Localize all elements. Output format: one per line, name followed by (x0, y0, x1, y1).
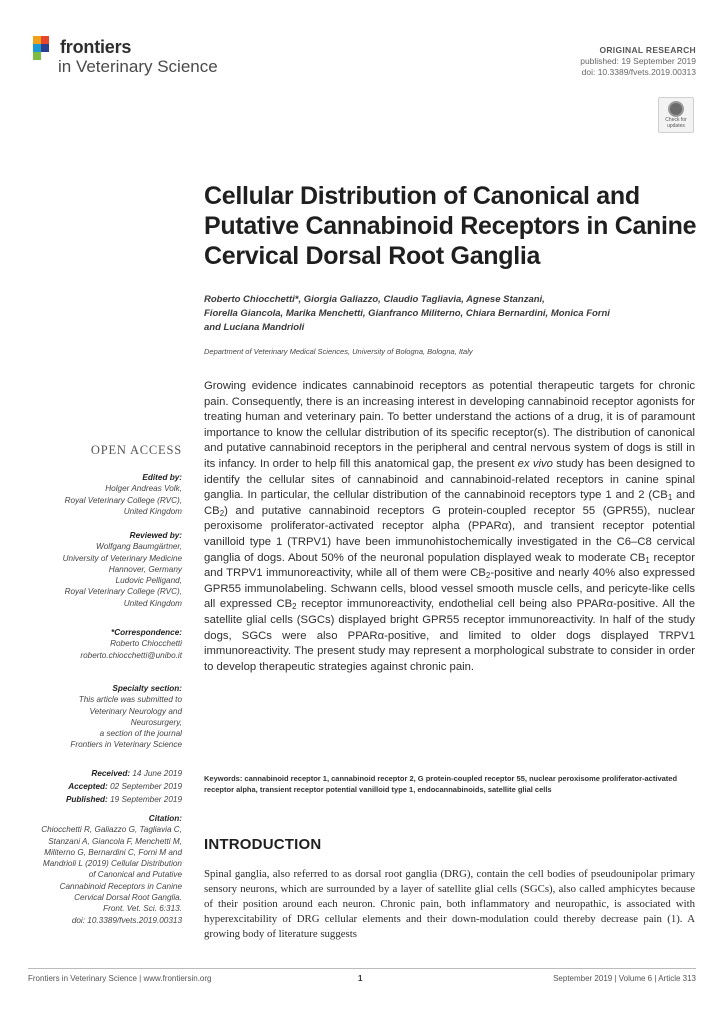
author-line: and Luciana Mandrioli (204, 322, 305, 333)
keywords: Keywords: cannabinoid receptor 1, cannabinoid receptor 2, G protein-coupled receptor 55, nuclear peroxisome proliferator-activated receptor alpha, transient receptor potential vanilloid type 1, endocannabinoids, satellite glial cells (204, 774, 678, 795)
reviewed-by-section: Reviewed by: Wolfgang Baumgärtner, University of Veterinary Medicine Hannover, Germany Ludovic Pelligand, Royal Veterinary College (RVC), United Kingdom (62, 531, 182, 608)
correspondence-section: *Correspondence: Roberto Chiocchetti roberto.chiocchetti@unibo.it (28, 627, 182, 661)
accepted-date: Accepted: 02 September 2019 (68, 782, 182, 792)
citation-doi[interactable]: doi: 10.3389/fvets.2019.00313 (71, 915, 182, 925)
correspondence-email[interactable]: roberto.chiocchetti@unibo.it (80, 650, 182, 660)
affiliation: Department of Veterinary Medical Sciences, University of Bologna, Bologna, Italy (204, 347, 473, 356)
check-updates-label: Check for updates (665, 117, 687, 129)
published-date: published: 19 September 2019 (580, 56, 696, 66)
paper-title: Cellular Distribution of Canonical and Putative Cannabinoid Receptors in Canine Cervical Dorsal Root Ganglia (204, 182, 697, 270)
check-for-updates-button[interactable] (658, 97, 694, 133)
journal-name: in Veterinary Science (58, 57, 218, 76)
introduction-text: Spinal ganglia, also referred to as dorsal root ganglia (DRG), contain the cell bodies of pseudounipolar primary sensory neurons, which are surrounded by a layer of satellite glial cells (SGCs), also called amphicytes because of their position around each neuron. Chronic pain, both inflammatory and neuropathic, is associated with hyperexcitability of DRG cellular elements and their down-modulation could thereby decrease pain (1). A growing body of literature suggests (204, 868, 695, 940)
author-line: Fiorella Giancola, Marika Menchetti, Gianfranco Militerno, Chiara Bernardini, Monica Forni (204, 308, 610, 319)
footer-journal[interactable]: Frontiers in Veterinary Science | www.frontiersin.org (28, 974, 212, 983)
page-number: 1 (358, 974, 363, 983)
brand-name: frontiers (60, 37, 132, 57)
check-updates-icon (668, 101, 684, 117)
abstract: Growing evidence indicates cannabinoid receptors as potential therapeutic targets for chronic pain. Consequently, there is an increasing interest in developing cannabinoid receptor agonists for treating human and veterinary pain. To better understand the actions of a drug, it is of paramount importance to know the cellular distribution of its specific receptor(s). The distribution of canonical and putative cannabinoid receptors in the peripheral and central nervous system of dogs is still in its infancy. In order to help fill this anatomical gap, the present ex vivo study has been designed to identify the cellular sites of cannabinoid and cannabinoid-related receptors in canine spinal ganglia. In particular, the cellular distribution of the cannabinoid receptors type 1 and 2 ($CB_1$ and $CB_2$) and putative cannabinoid receptors G protein-coupled receptor 55 (GPR55), nuclear peroxisome proliferator-activated receptor alpha (PPARα), and transient receptor potential vanilloid type 1 (TRPV1) have been immunohistochemically investigated in the C6–C8 cervical ganglia of dogs. About 50% of the neuronal population displayed weak to moderate $CB_1$ receptor and TRPV1 immunoreactivity, while all of them were $CB_2$-positive and nearly 40% also expressed GPR55 immunolabeling. Schwann cells, blood vessel smooth muscle cells, and pericyte-like cells all expressed $CB_2$ receptor immunoreactivity, endothelial cell being also PPARα-positive. All the satellite glial cells (SGCs) displayed bright GPR55 receptor immunoreactivity. In half of the study dogs, SGCs were also PPARα-positive, and limited to older dogs displayed TRPV1 immunoreactivity. The present study may represent a morphological substrate to consider in order to develop therapeutic strategies against chronic pain. (204, 380, 695, 673)
author-list (204, 293, 704, 335)
specialty-section: Specialty section: This article was submitted to Veterinary Neurology and Neurosurgery, a section of the journal Frontiers in Veterinary Science (70, 684, 182, 750)
published-date-side: Published: 19 September 2019 (65, 795, 182, 805)
dates-section (28, 767, 182, 807)
author-line: Roberto Chiocchetti*, Giorgia Galiazzo, Claudio Tagliavia, Agnese Stanzani, (204, 294, 545, 305)
open-access-label: OPEN ACCESS (90, 443, 182, 457)
doi[interactable]: doi: 10.3389/fvets.2019.00313 (581, 67, 696, 77)
introduction-heading: INTRODUCTION (204, 836, 322, 853)
edited-by-section: Edited by: Holger Andreas Volk, Royal Veterinary College (RVC), United Kingdom (64, 473, 182, 516)
article-meta (580, 45, 696, 78)
citation-section: Citation: Chiocchetti R, Galiazzo G, Tagliavia C, Stanzani A, Giancola F, Menchetti M, Militerno G, Bernardini C, Forni M and Mandrioli L (2019) Cellular Distribution of Canonical and Putative Cannabinoid Receptors in Canine Cervical Dorsal Root Ganglia. Front. Vet. Sci. 6:313. doi: 10.3389/fvets.2019.00313 (28, 813, 182, 926)
received-date: Received: 14 June 2019 (91, 769, 182, 778)
footer-divider (28, 968, 696, 969)
frontiers-logo-icon (30, 34, 60, 62)
article-type: ORIGINAL RESEARCH (599, 45, 696, 55)
footer-issue: September 2019 | Volume 6 | Article 313 (553, 974, 696, 983)
